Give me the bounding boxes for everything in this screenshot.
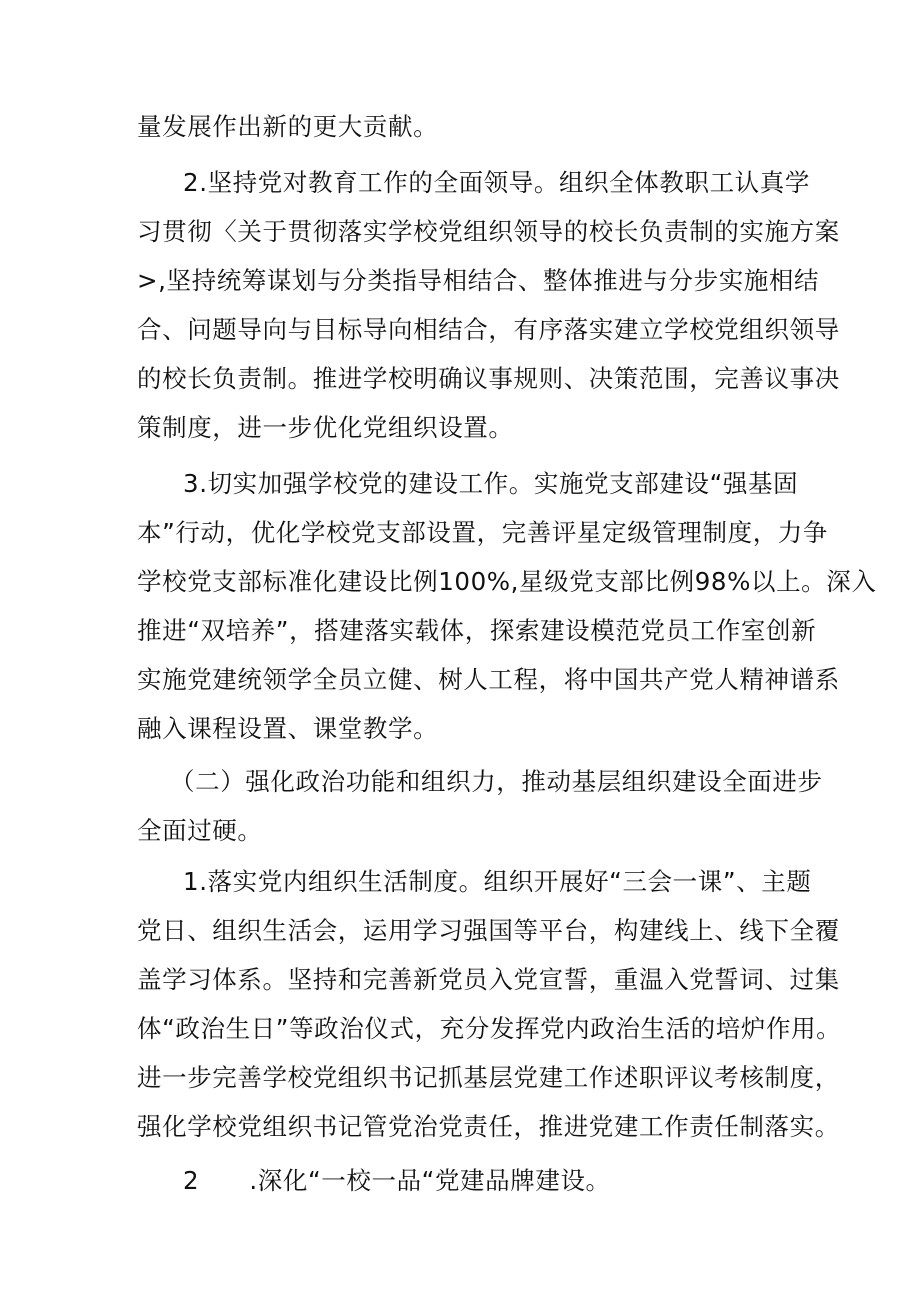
- text-line: 盖学习体系。坚持和完善新党员入党宣誓，重温入党誓词、过集: [137, 965, 840, 994]
- text-line: 融入课程设置、课堂教学。: [137, 714, 439, 743]
- text-line: 实施党建统领学全员立健、树人工程，将中国共产党人精神谱系: [137, 665, 840, 694]
- text-line: 量发展作出新的更大贡献。: [137, 112, 439, 141]
- text-line: 合、问题导向与目标导向相结合，有序落实建立学校党组织领导: [137, 315, 840, 344]
- text-line: 学校党支部标准化建设比例100%,星级党支部比例98%以上。深入: [137, 567, 877, 596]
- paragraph-first-line: 2.坚持党对教育工作的全面领导。组织全体教职工认真学: [183, 168, 810, 197]
- text-line: 体“政治生日”等政治仪式，充分发挥党内政治生活的培炉作用。: [137, 1014, 842, 1043]
- text-line: >,坚持统筹谋划与分类指导相结合、整体推进与分步实施相结: [137, 266, 820, 295]
- text-line: 推进“双培养”，搭建落实载体，探索建设模范党员工作室创新: [137, 616, 817, 645]
- text-line: 党日、组织生活会，运用学习强国等平台，构建线上、线下全覆: [137, 916, 840, 945]
- text-line: 策制度，进一步优化党组织设置。: [137, 413, 514, 442]
- text-line: 习贯彻〈关于贯彻落实学校党组织领导的校长负责制的实施方案: [137, 217, 840, 246]
- text-line: 进一步完善学校党组织书记抓基层党建工作述职评议考核制度，: [137, 1063, 840, 1092]
- text-line: 的校长负责制。推进学校明确议事规则、决策范围，完善议事决: [137, 364, 840, 393]
- paragraph-first-line: 1.落实党内组织生活制度。组织开展好“三会一课”、主题: [183, 867, 812, 896]
- text-line: 本”行动，优化学校党支部设置，完善评星定级管理制度，力争: [137, 518, 828, 547]
- paragraph-first-line: 2 .深化“一校一品“党建品牌建设。: [183, 1166, 611, 1195]
- paragraph-first-line: 3.切实加强学校党的建设工作。实施党支部建设“强基固: [183, 469, 799, 498]
- section-heading: （二）强化政治功能和组织力，推动基层组织建设全面进步: [170, 767, 823, 796]
- text-line: 强化学校党组织书记管党治党责任，推进党建工作责任制落实。: [137, 1112, 840, 1141]
- section-heading-continued: 全面过硬。: [137, 816, 263, 845]
